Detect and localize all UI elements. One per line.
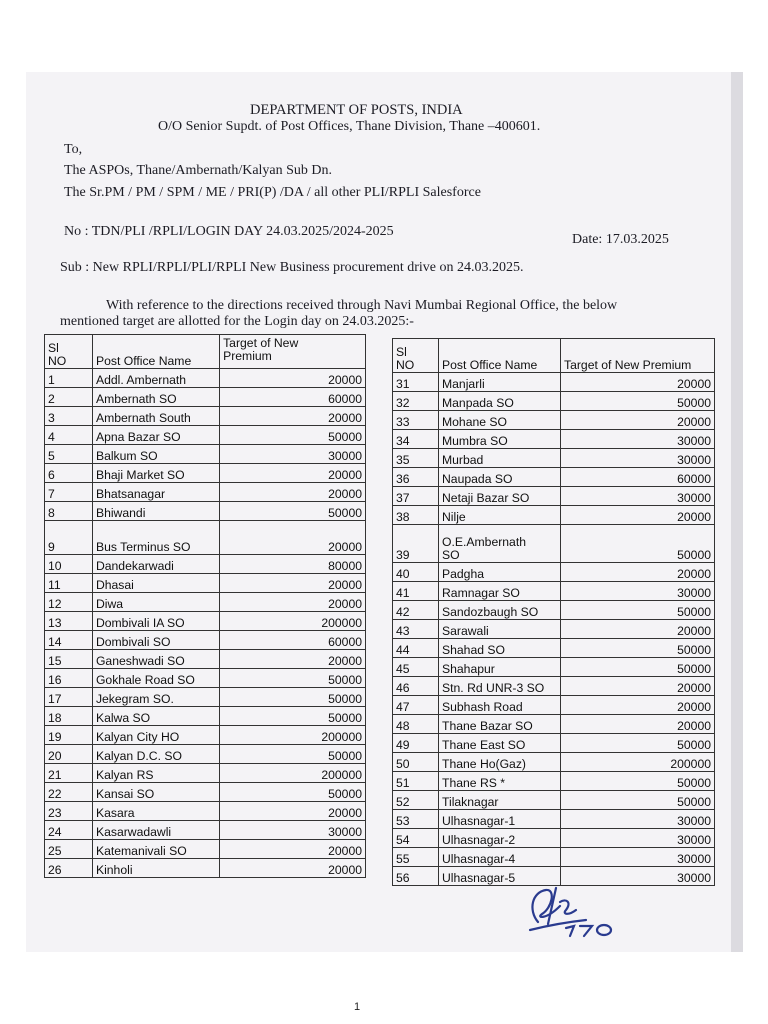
- target-premium-cell: 30000: [561, 487, 715, 506]
- target-premium-cell: 50000: [561, 392, 715, 411]
- handwritten-signature: [516, 880, 626, 945]
- sl-no-cell: 40: [393, 563, 439, 582]
- target-premium-cell: 20000: [561, 373, 715, 392]
- post-office-name-cell: Bhaji Market SO: [92, 464, 219, 483]
- target-premium-cell: 20000: [220, 859, 366, 878]
- table-row: [45, 612, 366, 631]
- table-row: [45, 707, 366, 726]
- target-premium-cell: 60000: [561, 468, 715, 487]
- target-premium-cell: 20000: [561, 696, 715, 715]
- department-title: DEPARTMENT OF POSTS, INDIA: [250, 102, 463, 118]
- target-premium-cell: 50000: [220, 426, 366, 445]
- post-office-name-cell: Bhatsanagar: [92, 483, 219, 502]
- table-row: [45, 821, 366, 840]
- target-premium-cell: 80000: [220, 555, 366, 574]
- page-number: 1: [354, 1001, 361, 1013]
- sl-no-cell: 16: [45, 669, 93, 688]
- post-office-name-cell: Murbad: [439, 449, 561, 468]
- sl-no-cell: 15: [45, 650, 93, 669]
- post-office-name-cell: Kasarwadawli: [92, 821, 219, 840]
- target-premium-cell: 50000: [561, 791, 715, 810]
- target-premium-cell: 20000: [220, 483, 366, 502]
- post-office-name-cell: Ambernath South: [92, 407, 219, 426]
- table-row: [45, 388, 366, 407]
- table-row: [393, 791, 715, 810]
- post-office-name-cell: Balkum SO: [92, 445, 219, 464]
- post-office-name-cell: Naupada SO: [439, 468, 561, 487]
- table-row: [45, 593, 366, 612]
- post-office-name-cell: Ulhasnagar-2: [439, 829, 561, 848]
- target-premium-cell: 50000: [220, 745, 366, 764]
- table-header-row: [45, 335, 366, 369]
- table-row: [45, 369, 366, 388]
- target-premium-cell: 20000: [220, 802, 366, 821]
- sl-no-cell: 36: [393, 468, 439, 487]
- sl-no-cell: 33: [393, 411, 439, 430]
- sl-no-cell: 1: [45, 369, 93, 388]
- letter-subject: Sub : New RPLI/RPLI/PLI/RPLI New Business procurement drive on 24.03.2025.: [60, 260, 524, 275]
- target-premium-cell: 20000: [220, 650, 366, 669]
- post-office-name-cell: Dandekarwadi: [92, 555, 219, 574]
- post-office-name-cell: Thane Bazar SO: [439, 715, 561, 734]
- sl-no-cell: 9: [45, 521, 93, 555]
- table-row: [45, 502, 366, 521]
- sl-no-cell: 20: [45, 745, 93, 764]
- table-row: [393, 506, 715, 525]
- post-office-name-cell: Gokhale Road SO: [92, 669, 219, 688]
- sl-no-cell: 32: [393, 392, 439, 411]
- sl-no-cell: 19: [45, 726, 93, 745]
- sl-no-cell: 43: [393, 620, 439, 639]
- addressee-line-1: The ASPOs, Thane/Ambernath/Kalyan Sub Dn.: [64, 163, 333, 178]
- table-row: [393, 677, 715, 696]
- sl-no-cell: 12: [45, 593, 93, 612]
- post-office-name-cell: Katemanivali SO: [92, 840, 219, 859]
- sl-no-cell: 11: [45, 574, 93, 593]
- sl-no-cell: 22: [45, 783, 93, 802]
- table-row: [45, 783, 366, 802]
- target-premium-cell: 50000: [561, 601, 715, 620]
- target-premium-cell: 20000: [561, 677, 715, 696]
- table-row: [393, 487, 715, 506]
- post-office-name-cell: Diwa: [92, 593, 219, 612]
- post-office-name-cell: Ulhasnagar-5: [439, 867, 561, 886]
- target-premium-cell: 20000: [561, 506, 715, 525]
- target-premium-cell: 30000: [561, 810, 715, 829]
- target-premium-cell: 20000: [220, 593, 366, 612]
- sl-no-header: Sl NO: [45, 335, 93, 369]
- target-premium-cell: 30000: [561, 848, 715, 867]
- target-premium-cell: 200000: [220, 612, 366, 631]
- sl-no-cell: 54: [393, 829, 439, 848]
- target-premium-cell: 200000: [220, 764, 366, 783]
- table-row: [393, 848, 715, 867]
- table-row: [45, 631, 366, 650]
- sl-no-cell: 35: [393, 449, 439, 468]
- post-office-name-cell: O.E.Ambernath SO: [439, 525, 561, 563]
- post-office-name-cell: Kasara: [92, 802, 219, 821]
- sl-no-cell: 51: [393, 772, 439, 791]
- sl-no-cell: 10: [45, 555, 93, 574]
- sl-no-cell: 2: [45, 388, 93, 407]
- table-row: [393, 639, 715, 658]
- target-premium-cell: 200000: [220, 726, 366, 745]
- sl-no-cell: 17: [45, 688, 93, 707]
- post-office-name-cell: Stn. Rd UNR-3 SO: [439, 677, 561, 696]
- table-row: [45, 407, 366, 426]
- target-premium-cell: 20000: [220, 521, 366, 555]
- post-office-name-cell: Thane East SO: [439, 734, 561, 753]
- target-premium-cell: 30000: [561, 449, 715, 468]
- post-office-name-cell: Sarawali: [439, 620, 561, 639]
- target-premium-cell: 50000: [561, 525, 715, 563]
- sl-no-cell: 7: [45, 483, 93, 502]
- post-office-name-cell: Kalyan City HO: [92, 726, 219, 745]
- target-premium-cell: 20000: [220, 464, 366, 483]
- table-row: [45, 764, 366, 783]
- table-row: [393, 411, 715, 430]
- table-row: [393, 525, 715, 563]
- table-row: [393, 810, 715, 829]
- sl-no-header: Sl NO: [393, 339, 439, 373]
- table-row: [45, 483, 366, 502]
- sl-no-cell: 45: [393, 658, 439, 677]
- post-office-name-cell: Thane Ho(Gaz): [439, 753, 561, 772]
- page-edge-shadow: [731, 72, 743, 952]
- target-premium-cell: 30000: [220, 821, 366, 840]
- table-row: [45, 574, 366, 593]
- target-premium-cell: 30000: [561, 829, 715, 848]
- sl-no-cell: 3: [45, 407, 93, 426]
- table-row: [393, 430, 715, 449]
- post-office-name-cell: Ganeshwadi SO: [92, 650, 219, 669]
- post-office-name-cell: Kalyan RS: [92, 764, 219, 783]
- sl-no-cell: 50: [393, 753, 439, 772]
- sl-no-cell: 46: [393, 677, 439, 696]
- post-office-name-header: Post Office Name: [439, 339, 561, 373]
- targets-table-right: [392, 338, 715, 886]
- table-row: [393, 601, 715, 620]
- scanned-page: [26, 72, 743, 952]
- target-premium-cell: 30000: [561, 582, 715, 601]
- target-premium-cell: 60000: [220, 631, 366, 650]
- post-office-name-cell: Dhasai: [92, 574, 219, 593]
- post-office-name-cell: Kinholi: [92, 859, 219, 878]
- target-premium-cell: 30000: [220, 445, 366, 464]
- table-row: [393, 696, 715, 715]
- sl-no-cell: 41: [393, 582, 439, 601]
- post-office-name-cell: Mohane SO: [439, 411, 561, 430]
- table-row: [45, 426, 366, 445]
- target-premium-cell: 50000: [561, 639, 715, 658]
- table-row: [393, 620, 715, 639]
- post-office-name-cell: Padgha: [439, 563, 561, 582]
- table-row: [393, 658, 715, 677]
- sl-no-cell: 4: [45, 426, 93, 445]
- post-office-name-cell: Kalwa SO: [92, 707, 219, 726]
- table-row: [45, 726, 366, 745]
- target-premium-cell: 200000: [561, 753, 715, 772]
- target-premium-cell: 60000: [220, 388, 366, 407]
- target-premium-cell: 30000: [561, 430, 715, 449]
- table-row: [45, 555, 366, 574]
- table-row: [45, 669, 366, 688]
- post-office-name-cell: Ulhasnagar-4: [439, 848, 561, 867]
- post-office-name-cell: Sandozbaugh SO: [439, 601, 561, 620]
- target-premium-cell: 20000: [220, 407, 366, 426]
- table-row: [45, 464, 366, 483]
- office-address: O/O Senior Supdt. of Post Offices, Thane Division, Thane –400601.: [158, 119, 541, 134]
- sl-no-cell: 38: [393, 506, 439, 525]
- post-office-name-cell: Kalyan D.C. SO: [92, 745, 219, 764]
- post-office-name-cell: Apna Bazar SO: [92, 426, 219, 445]
- sl-no-cell: 49: [393, 734, 439, 753]
- target-premium-cell: 50000: [561, 658, 715, 677]
- target-premium-cell: 20000: [561, 563, 715, 582]
- post-office-name-header: Post Office Name: [92, 335, 219, 369]
- sl-no-cell: 42: [393, 601, 439, 620]
- targets-table-left: [44, 334, 366, 878]
- target-premium-cell: 20000: [220, 840, 366, 859]
- target-premium-cell: 50000: [220, 502, 366, 521]
- post-office-name-cell: Subhash Road: [439, 696, 561, 715]
- reference-number: No : TDN/PLI /RPLI/LOGIN DAY 24.03.2025/2024-2025: [64, 224, 394, 239]
- post-office-name-cell: Addl. Ambernath: [92, 369, 219, 388]
- target-premium-cell: 50000: [220, 783, 366, 802]
- target-premium-cell: 20000: [220, 369, 366, 388]
- target-premium-cell: 20000: [220, 574, 366, 593]
- table-header-row: [393, 339, 715, 373]
- sl-no-cell: 48: [393, 715, 439, 734]
- post-office-name-cell: Netaji Bazar SO: [439, 487, 561, 506]
- table-row: [393, 449, 715, 468]
- post-office-name-cell: Shahapur: [439, 658, 561, 677]
- sl-no-cell: 52: [393, 791, 439, 810]
- target-premium-cell: 50000: [561, 772, 715, 791]
- sl-no-cell: 14: [45, 631, 93, 650]
- table-row: [45, 859, 366, 878]
- letter-to: To,: [64, 142, 83, 157]
- sl-no-cell: 26: [45, 859, 93, 878]
- table-row: [45, 650, 366, 669]
- post-office-name-cell: Ramnagar SO: [439, 582, 561, 601]
- sl-no-cell: 18: [45, 707, 93, 726]
- table-row: [393, 829, 715, 848]
- post-office-name-cell: Ulhasnagar-1: [439, 810, 561, 829]
- sl-no-cell: 23: [45, 802, 93, 821]
- target-premium-cell: 20000: [561, 411, 715, 430]
- post-office-name-cell: Kansai SO: [92, 783, 219, 802]
- table-row: [393, 753, 715, 772]
- post-office-name-cell: Jekegram SO.: [92, 688, 219, 707]
- target-premium-cell: 50000: [561, 734, 715, 753]
- post-office-name-cell: Nilje: [439, 506, 561, 525]
- post-office-name-cell: Shahad SO: [439, 639, 561, 658]
- table-row: [45, 445, 366, 464]
- sl-no-cell: 5: [45, 445, 93, 464]
- target-header: Target of New Premium: [561, 339, 715, 373]
- post-office-name-cell: Manpada SO: [439, 392, 561, 411]
- sl-no-cell: 37: [393, 487, 439, 506]
- sl-no-cell: 47: [393, 696, 439, 715]
- sl-no-cell: 21: [45, 764, 93, 783]
- post-office-name-cell: Bus Terminus SO: [92, 521, 219, 555]
- post-office-name-cell: Thane RS *: [439, 772, 561, 791]
- sl-no-cell: 25: [45, 840, 93, 859]
- sl-no-cell: 39: [393, 525, 439, 563]
- sl-no-cell: 6: [45, 464, 93, 483]
- target-premium-cell: 50000: [220, 688, 366, 707]
- target-premium-cell: 50000: [220, 707, 366, 726]
- sl-no-cell: 13: [45, 612, 93, 631]
- table-row: [393, 715, 715, 734]
- target-premium-cell: 20000: [561, 620, 715, 639]
- addressee-line-2: The Sr.PM / PM / SPM / ME / PRI(P) /DA / all other PLI/RPLI Salesforce: [64, 185, 481, 200]
- target-premium-cell: 50000: [220, 669, 366, 688]
- target-premium-cell: 20000: [561, 715, 715, 734]
- table-row: [393, 392, 715, 411]
- sl-no-cell: 56: [393, 867, 439, 886]
- table-row: [393, 563, 715, 582]
- sl-no-cell: 31: [393, 373, 439, 392]
- sl-no-cell: 53: [393, 810, 439, 829]
- table-row: [393, 772, 715, 791]
- sl-no-cell: 24: [45, 821, 93, 840]
- post-office-name-cell: Mumbra SO: [439, 430, 561, 449]
- sl-no-cell: 55: [393, 848, 439, 867]
- table-row: [45, 745, 366, 764]
- post-office-name-cell: Tilaknagar: [439, 791, 561, 810]
- sl-no-cell: 44: [393, 639, 439, 658]
- target-header: Target of New Premium: [220, 335, 366, 369]
- table-row: [393, 468, 715, 487]
- body-paragraph-line-1: With reference to the directions received through Navi Mumbai Regional Office, the below: [106, 298, 618, 313]
- post-office-name-cell: Dombivali SO: [92, 631, 219, 650]
- table-row: [45, 688, 366, 707]
- sl-no-cell: 8: [45, 502, 93, 521]
- table-row: [45, 802, 366, 821]
- letter-date: Date: 17.03.2025: [572, 232, 669, 247]
- post-office-name-cell: Dombivali IA SO: [92, 612, 219, 631]
- post-office-name-cell: Manjarli: [439, 373, 561, 392]
- table-row: [393, 373, 715, 392]
- table-row: [45, 521, 366, 555]
- table-row: [45, 840, 366, 859]
- table-row: [393, 582, 715, 601]
- body-paragraph-line-2: mentioned target are allotted for the Login day on 24.03.2025:-: [60, 314, 414, 329]
- target-premium-cell: 30000: [561, 867, 715, 886]
- sl-no-cell: 34: [393, 430, 439, 449]
- table-row: [393, 734, 715, 753]
- post-office-name-cell: Bhiwandi: [92, 502, 219, 521]
- post-office-name-cell: Ambernath SO: [92, 388, 219, 407]
